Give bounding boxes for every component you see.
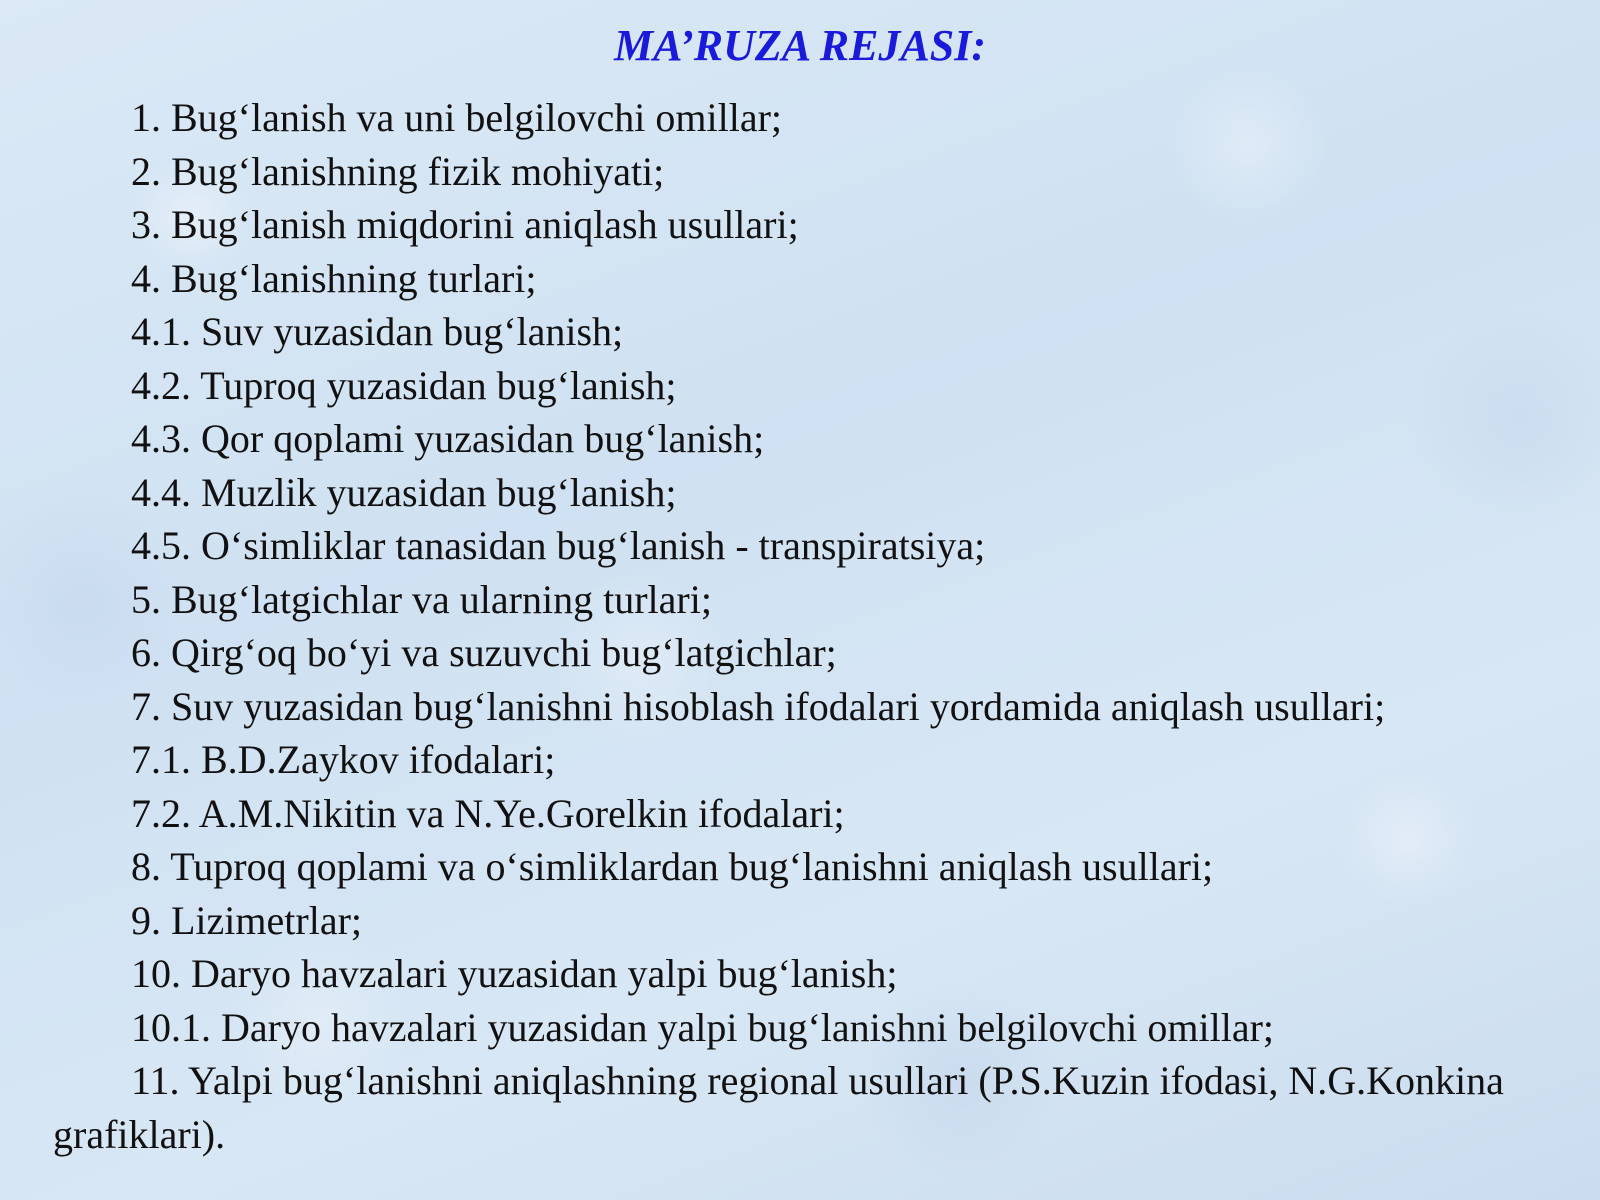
plan-item-8: 8. Tuproq qoplami va o‘simliklardan bug‘lanishni aniqlash usullari; (131, 844, 1214, 889)
plan-item-10-1: 10.1. Daryo havzalari yuzasidan yalpi bug‘lanishni belgilovchi omillar; (131, 1004, 1275, 1050)
plan-item-3: 3. Bug‘lanish miqdorini aniqlash usullari; (131, 202, 799, 247)
plan-item-4-5: 4.5. O‘simliklar tanasidan bug‘lanish - transpiratsiya; (131, 523, 986, 568)
plan-item-4: 4. Bug‘lanishning turlari; (131, 255, 537, 301)
plan-item-4-4: 4.4. Muzlik yuzasidan bug‘lanish; (131, 469, 677, 515)
plan-item-7-1: 7.1. B.D.Zaykov ifodalari; (131, 737, 556, 782)
plan-item-6: 6. Qirg‘oq bo‘yi va suzuvchi bug‘latgichlar; (131, 630, 837, 675)
plan-item-7-2: 7.2. A.M.Nikitin va N.Ye.Gorelkin ifodalari; (131, 790, 845, 836)
plan-item-5: 5. Bug‘latgichlar va ularning turlari; (131, 576, 712, 622)
lecture-plan-list (53, 91, 1553, 1161)
plan-item-2: 2. Bug‘lanishning fizik mohiyati; (131, 148, 665, 194)
slide-title: MA’RUZA REJASI: (613, 21, 987, 70)
plan-item-4-2: 4.2. Tuproq yuzasidan bug‘lanish; (131, 362, 677, 408)
plan-item-9: 9. Lizimetrlar; (131, 897, 363, 943)
plan-item-4-3: 4.3. Qor qoplami yuzasidan bug‘lanish; (131, 416, 765, 461)
plan-item-4-1: 4.1. Suv yuzasidan bug‘lanish; (131, 309, 624, 354)
plan-item-11: 11. Yalpi bug‘lanishni aniqlashning regional usullari (P.S.Kuzin ifodasi, N.G.Konkina grafiklari). (53, 1058, 1504, 1157)
plan-item-10: 10. Daryo havzalari yuzasidan yalpi bug‘lanish; (131, 951, 898, 996)
plan-item-7: 7. Suv yuzasidan bug‘lanishni hisoblash ifodalari yordamida aniqlash usullari; (131, 683, 1386, 729)
plan-item-1: 1. Bug‘lanish va uni belgilovchi omillar; (131, 95, 783, 140)
